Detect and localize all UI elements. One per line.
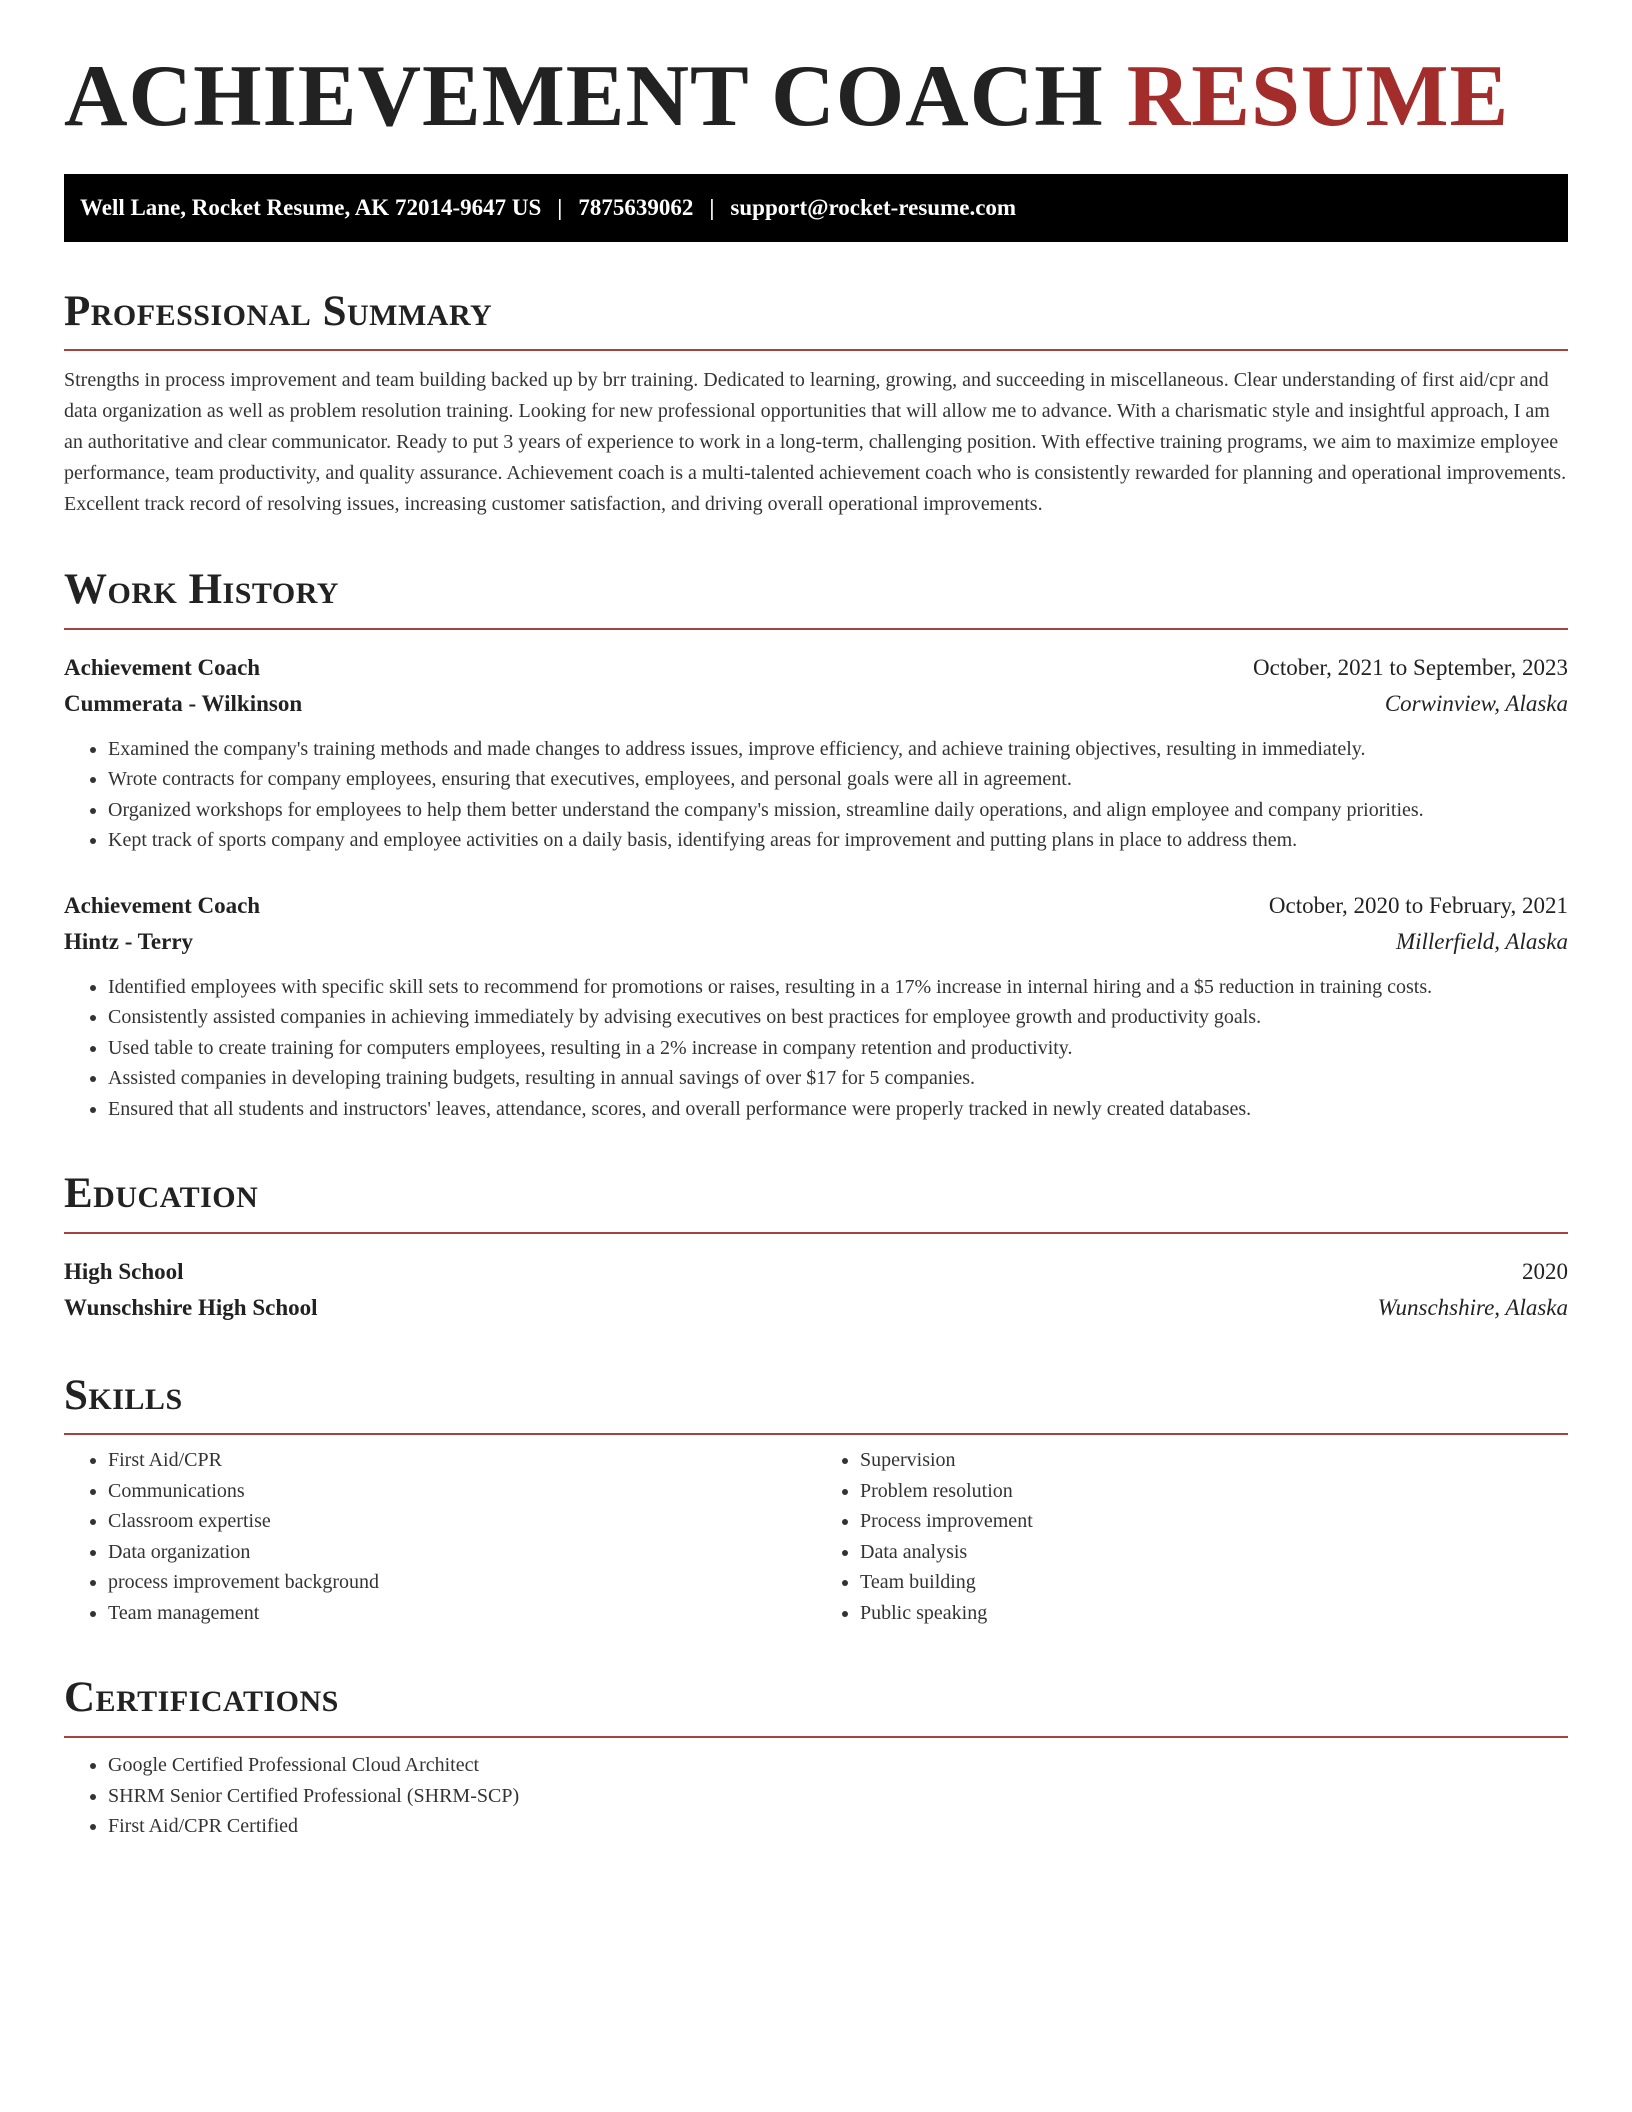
skill-item: • Data analysis: [860, 1537, 1568, 1568]
job-bullets: [64, 972, 1568, 1125]
list-item: • Consistently assisted companies in achieving immediately by advising executives on best practices for employee growth and productivity goals.: [108, 1002, 1568, 1033]
certification-item: • SHRM Senior Certified Professional (SHRM-SCP): [108, 1781, 1568, 1812]
contact-separator: |: [709, 194, 715, 220]
certification-item: • First Aid/CPR Certified: [108, 1811, 1568, 1842]
section-divider: [64, 1433, 1568, 1435]
list-item: • Wrote contracts for company employees, ensuring that executives, employees, and personal goals were all in agreement.: [108, 764, 1568, 795]
skill-item: • Team management: [108, 1598, 816, 1629]
certification-item: • Google Certified Professional Cloud Architect: [108, 1750, 1568, 1781]
education-degree: High School: [64, 1258, 184, 1284]
contact-separator: |: [557, 194, 563, 220]
skill-item: • Communications: [108, 1476, 816, 1507]
list-item: • Kept track of sports company and employee activities on a daily basis, identifying areas for improvement and putting plans in place to address them.: [108, 825, 1568, 856]
section-heading-education: Education: [64, 1170, 259, 1218]
job-title: Achievement Coach: [64, 892, 261, 918]
list-item: • Assisted companies in developing training budgets, resulting in annual savings of over $17 for 5 companies.: [108, 1063, 1568, 1094]
job-company: Cummerata - Wilkinson: [64, 690, 303, 716]
skills-list-left: [64, 1445, 816, 1628]
skills-columns: [64, 1445, 1568, 1628]
contact-address: Well Lane, Rocket Resume, AK 72014-9647 US: [80, 194, 542, 220]
contact-bar: [64, 174, 1568, 242]
job-dates: October, 2020 to February, 2021: [1268, 892, 1568, 918]
skill-item: • Public speaking: [860, 1598, 1568, 1629]
education-location: Wunschshire, Alaska: [1377, 1294, 1568, 1320]
skill-item: • Classroom expertise: [108, 1506, 816, 1537]
skill-item: • Team building: [860, 1567, 1568, 1598]
contact-email: support@rocket-resume.com: [730, 194, 1017, 220]
job-bullets: [64, 734, 1568, 856]
skill-item: • process improvement background: [108, 1567, 816, 1598]
education-year: 2020: [1522, 1258, 1568, 1284]
skill-item: • First Aid/CPR: [108, 1445, 816, 1476]
skills-list-right: [816, 1445, 1568, 1628]
skill-item: • Problem resolution: [860, 1476, 1568, 1507]
skill-item: • Process improvement: [860, 1506, 1568, 1537]
section-heading-skills: Skills: [64, 1371, 183, 1419]
skill-item: • Supervision: [860, 1445, 1568, 1476]
list-item: • Identified employees with specific skill sets to recommend for promotions or raises, resulting in a 17% increase in internal hiring and a $5 reduction in training costs.: [108, 972, 1568, 1003]
list-item: • Used table to create training for computers employees, resulting in a 2% increase in company retention and productivity.: [108, 1033, 1568, 1064]
section-heading-summary: Professional Summary: [64, 287, 493, 335]
certifications-list: [64, 1750, 1568, 1842]
title-main: ACHIEVEMENT COACH: [64, 48, 1104, 145]
job-company: Hintz - Terry: [64, 928, 194, 954]
job-title: Achievement Coach: [64, 654, 261, 680]
section-divider: [64, 628, 1568, 630]
section-divider: [64, 349, 1568, 351]
contact-phone: 7875639062: [578, 194, 694, 220]
section-divider: [64, 1736, 1568, 1738]
job-entry: [64, 888, 1568, 1125]
job-entry: [64, 650, 1568, 856]
section-divider: [64, 1232, 1568, 1234]
job-dates: October, 2021 to September, 2023: [1253, 654, 1568, 680]
section-heading-certifications: Certifications: [64, 1674, 339, 1722]
section-heading-work-history: Work History: [64, 566, 339, 614]
list-item: • Ensured that all students and instructors' leaves, attendance, scores, and overall performance were properly tracked in newly created databases.: [108, 1094, 1568, 1125]
job-location: Corwinview, Alaska: [1384, 690, 1568, 716]
education-school: Wunschshire High School: [64, 1294, 318, 1320]
title-accent: RESUME: [1126, 48, 1510, 145]
list-item: • Organized workshops for employees to help them better understand the company's mission, streamline daily operations, and align employee and company priorities.: [108, 795, 1568, 826]
summary-text: Strengths in process improvement and team building backed up by brr training. Dedicated to learning, growing, and succeeding in miscellaneous. Clear understanding of first aid/cpr and data organization as well as problem resolution training. Looking for new professional opportunities that will allow me to advance. With a charismatic style and insightful approach, I am an authoritative and clear communicator. Ready to put 3 years of experience to work in a long-term, challenging position. With effective training programs, we aim to maximize employee performance, team productivity, and quality assurance. Achievement coach is a multi-talented achievement coach who is consistently rewarded for planning and operational improvements. Excellent track record of resolving issues, increasing customer satisfaction, and driving overall operational improvements.: [64, 369, 1567, 516]
resume-title: [64, 44, 1568, 150]
list-item: • Examined the company's training methods and made changes to address issues, improve efficiency, and achieve training objectives, resulting in immediately.: [108, 734, 1568, 765]
education-entry: [64, 1254, 1568, 1326]
skill-item: • Data organization: [108, 1537, 816, 1568]
job-location: Millerfield, Alaska: [1395, 928, 1568, 954]
